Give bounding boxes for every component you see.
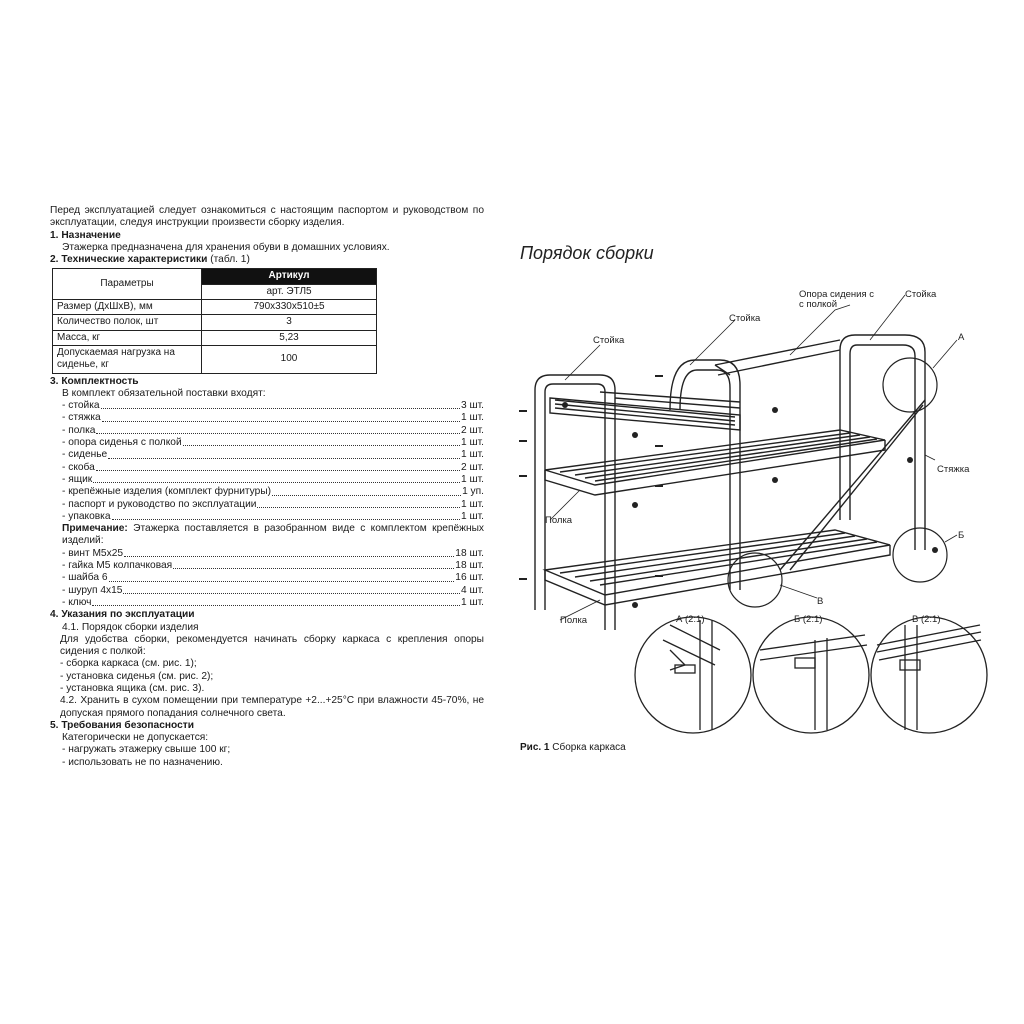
step-item: - установка сиденья (см. рис. 2); (60, 670, 214, 682)
label-opora-line2: с полкой (799, 299, 838, 310)
figure-caption (520, 742, 626, 753)
table-value: 5,23 (202, 330, 377, 345)
section-4-sub2: 4.2. Хранить в сухом помещении при температуре +2...+25°С при влажности 45-70%, не допуская прямого попадания солнечного света. (60, 695, 484, 719)
list-item: - гайка М5 колпачковая 18 шт. (62, 560, 484, 572)
caption-number: Рис. 1 (520, 742, 550, 753)
table-param: Количество полок, шт (53, 315, 202, 330)
detail-callouts (728, 358, 947, 607)
label-stoyka-right: Стойка (905, 289, 937, 300)
detail-a-circle (635, 617, 751, 733)
label-polka-bottom: Полка (560, 615, 588, 626)
table-param: Масса, кг (53, 330, 202, 345)
kit-note (50, 523, 484, 548)
label-detail-v: В (2:1) (912, 614, 941, 625)
list-item: - крепёжные изделия (комплект фурнитуры) 1 уп. (62, 486, 484, 498)
safety-item: - нагружать этажерку свыше 100 кг; (62, 744, 231, 756)
list-item: - сиденье 1 шт. (62, 449, 484, 461)
section-4-sub1: 4.1. Порядок сборки изделия (62, 621, 199, 633)
list-item: - ящик 1 шт. (62, 473, 484, 485)
param-header: Параметры (53, 269, 202, 300)
label-detail-b: Б (2:1) (794, 614, 823, 625)
table-value: 790х330х510±5 (202, 300, 377, 315)
label-opora-line1: Опора сидения с (799, 289, 874, 300)
list-item: - скоба 2 шт. (62, 461, 484, 473)
step-item: - сборка каркаса (см. рис. 1); (60, 658, 197, 670)
table-value: 3 (202, 315, 377, 330)
list-item: - стяжка 1 шт. (62, 412, 484, 424)
caption-text: Сборка каркаса (549, 742, 626, 753)
list-item: - стойка 3 шт. (62, 400, 484, 412)
figure-title: Порядок сборки (520, 243, 654, 263)
note-text: Этажерка поставляется в разобранном виде с комплектом крепёжных изделий: (62, 523, 484, 547)
detail-views (635, 617, 987, 733)
article-value: арт. ЭТЛ5 (202, 284, 377, 299)
table-param: Допускаемая нагрузка на сиденье, кг (53, 345, 202, 373)
label-styazhka: Стяжка (937, 464, 970, 475)
section-4-text1: Для удобства сборки, рекомендуется начинать сборку каркаса с крепления опоры сидения с полкой: (60, 633, 484, 658)
spec-table (52, 268, 377, 373)
label-detail-a: А (2:1) (676, 614, 705, 625)
section-1-text: Этажерка предназначена для хранения обуви в домашних условиях. (62, 241, 390, 253)
list-item: - упаковка 1 шт. (62, 510, 484, 522)
fasteners-list (50, 548, 484, 609)
table-row (53, 345, 377, 373)
list-item: - шуруп 4х15 4 шт. (62, 584, 484, 596)
step-item: - установка ящика (см. рис. 3). (60, 682, 205, 694)
detail-b-circle (753, 617, 869, 733)
section-2-title-note: (табл. 1) (210, 254, 250, 266)
table-row (53, 330, 377, 345)
list-item: - полка 2 шт. (62, 424, 484, 436)
table-param: Размер (ДхШхВ), мм (53, 300, 202, 315)
label-stoyka-mid: Стойка (729, 313, 761, 324)
table-row (53, 300, 377, 315)
section-5-title: 5. Требования безопасности (50, 719, 195, 731)
assembly-diagram (505, 280, 995, 740)
section-3-lead: В комплект обязательной поставки входят: (62, 387, 266, 399)
intro-paragraph: Перед эксплуатацией следует ознакомиться с настоящим паспортом и руководством по эксплуатации, следуя инструкции произвести сборку изделия. (50, 205, 484, 229)
label-polka-top: Полка (545, 515, 573, 526)
shelf-frame (535, 335, 925, 630)
section-4-title: 4. Указания по эксплуатации (50, 609, 195, 621)
label-v: В (817, 596, 824, 607)
note-label: Примечание: (62, 523, 128, 535)
passport-text (50, 205, 484, 769)
label-a: А (958, 332, 965, 343)
list-item: - опора сиденья с полкой 1 шт. (62, 437, 484, 449)
kit-list (50, 400, 484, 523)
section-3-title: 3. Комплектность (50, 375, 139, 387)
table-row (53, 315, 377, 330)
article-header: Артикул (202, 269, 377, 284)
section-1-title: 1. Назначение (50, 229, 121, 241)
label-b: Б (958, 530, 965, 541)
section-2-title (50, 254, 484, 266)
section-2-title-text: 2. Технические характеристики (50, 254, 208, 266)
safety-item: - использовать не по назначению. (62, 756, 223, 768)
list-item: - ключ 1 шт. (62, 596, 484, 608)
list-item: - винт М5х25 18 шт. (62, 547, 484, 559)
section-5-lead: Категорически не допускается: (62, 732, 209, 744)
label-stoyka-left: Стойка (593, 335, 625, 346)
list-item: - паспорт и руководство по эксплуатации 1 шт. (62, 498, 484, 510)
table-value: 100 (202, 345, 377, 373)
list-item: - шайба 6 16 шт. (62, 572, 484, 584)
